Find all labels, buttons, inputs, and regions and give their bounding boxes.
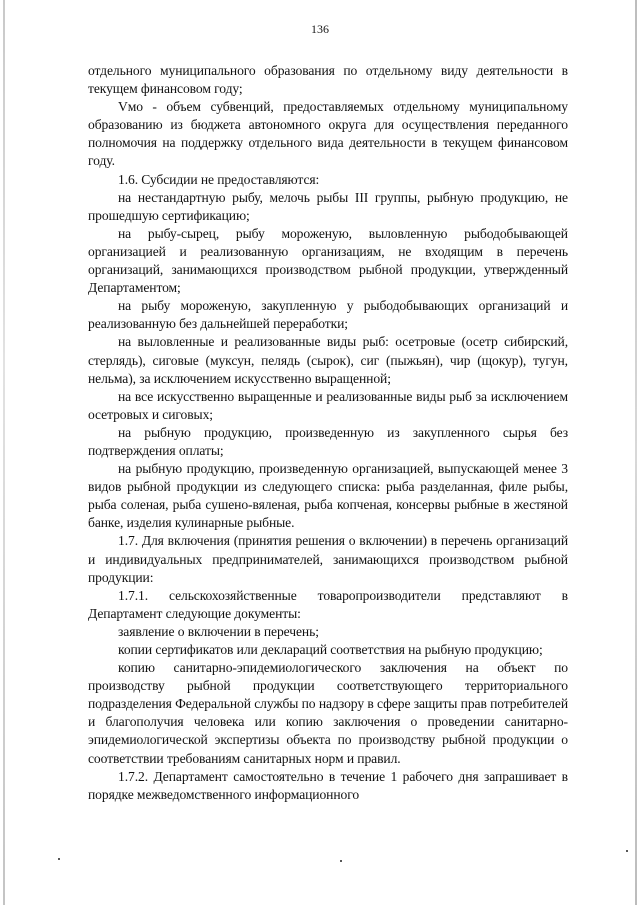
section-heading: 1.6. Субсидии не предоставляются:	[118, 171, 320, 187]
paragraph: 1.7.2. Департамент самостоятельно в течение 1 рабочего дня запрашивает в порядке межведомственного информационного	[88, 768, 568, 802]
list-item: заявление о включении в перечень;	[118, 623, 319, 639]
scan-speck	[58, 858, 60, 860]
scan-edge-left	[3, 0, 5, 905]
document-body	[88, 62, 568, 804]
list-item: на выловленные и реализованные виды рыб: осетровые (осетр сибирский, стерлядь), сиговые (муксун, пелядь (сырок), сиг (пыжьян), чир (щокур), тугун, нельма), за исключением искусственно выращенной;	[88, 334, 568, 386]
section-heading: 1.7. Для включения (принятия решения о включении) в перечень организаций и индивидуальных предпринимателей, занимающихся производством рыбной продукции:	[88, 533, 568, 585]
list-item: на рыбную продукцию, произведенную организацией, выпускающей менее 3 видов рыбной продукции из следующего списка: рыба разделанная, филе рыбы, рыба соленая, рыба сушено-вяленая, рыба копченая, консервы рыбные в жестяной банке, изделия кулинарные рыбные.	[88, 461, 568, 531]
paragraph: отдельного муниципального образования по отдельному виду деятельности в текущем финансовом году;	[88, 63, 568, 97]
scan-edge-right	[635, 0, 637, 905]
list-item: копии сертификатов или деклараций соответствия на рыбную продукцию;	[118, 642, 543, 657]
list-item: на рыбу-сырец, рыбу мороженую, выловленную рыбодобывающей организацией и реализованную организациям, не входящим в перечень организаций, занимающихся производством рыбной продукции, утвержденный Департаментом;	[88, 225, 568, 296]
list-item: на рыбную продукцию, произведенную из закупленного сырья без подтверждения оплаты;	[88, 424, 568, 458]
list-item: на нестандартную рыбу, мелочь рыбы III группы, рыбную продукцию, не прошедшую сертификацию;	[88, 189, 568, 223]
scan-speck	[626, 850, 628, 852]
page-number: 136	[311, 22, 329, 36]
scan-speck	[340, 860, 342, 862]
list-item: копию санитарно-эпидемиологического заключения на объект по производству рыбной продукции соответствующего территориального подразделения Федеральной службы по надзору в сфере защиты прав потребителей и благополучия человека или копию заключения о проведении санитарно-эпидемиологической экспертизы объекта по производству рыбной продукции о соответствии требованиям санитарных норм и правил.	[88, 660, 568, 766]
list-item: на рыбу мороженую, закупленную у рыбодобывающих организаций и реализованную без дальнейшей переработки;	[88, 298, 568, 332]
paragraph: 1.7.1. сельскохозяйственные товаропроизводители представляют в Департамент следующие документы:	[88, 587, 568, 621]
list-item: на все искусственно выращенные и реализованные виды рыб за исключением осетровых и сиговых;	[88, 388, 568, 422]
paragraph: Vмо - объем субвенций, предоставляемых отдельному муниципальному образованию из бюджета автономного округа для осуществления переданного полномочия на поддержку отдельного вида деятельности в текущем финансовом году.	[88, 99, 568, 169]
